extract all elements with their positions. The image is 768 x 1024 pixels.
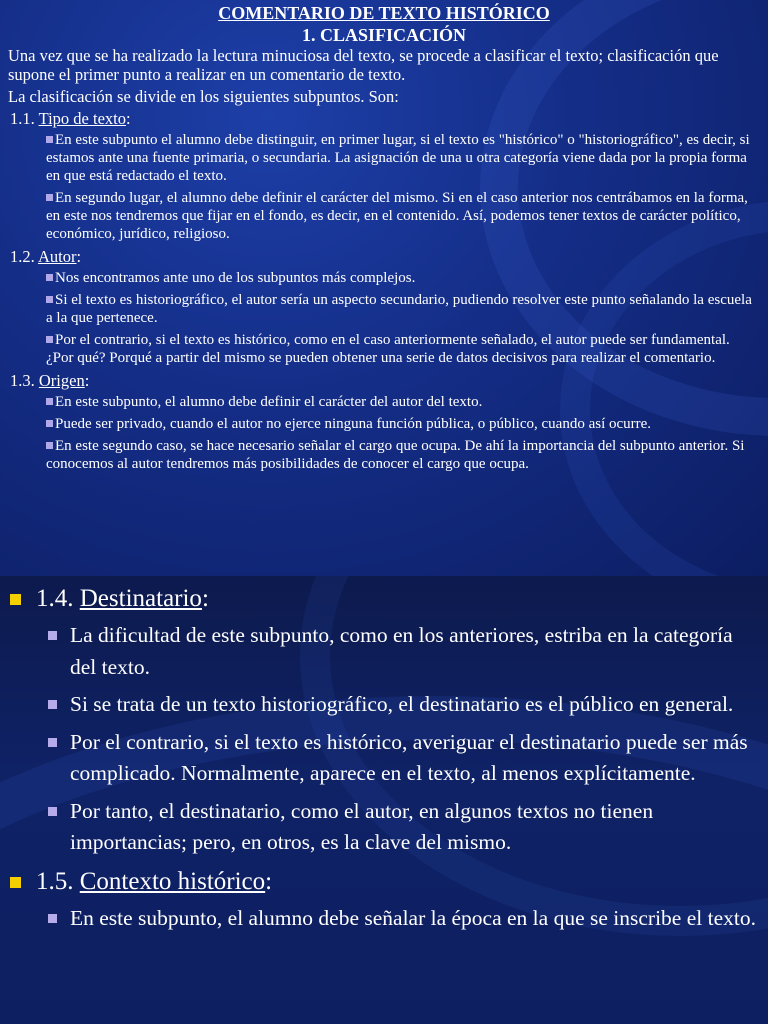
bullet-square-icon bbox=[48, 807, 57, 816]
bullet-square-icon bbox=[46, 136, 53, 143]
bullet-square-icon bbox=[46, 296, 53, 303]
section-origen bbox=[8, 371, 760, 473]
section-heading: 1.4. Destinatario: bbox=[8, 582, 760, 616]
bullet-item: En este segundo caso, se hace necesario señalar el cargo que ocupa. De ahí la importancia del subpunto anterior. Si conocemos al autor tendremos más posibilidades de conocer el cargo que ocupa. bbox=[46, 438, 745, 472]
bullet-square-icon bbox=[46, 398, 53, 405]
bullet-square-icon bbox=[46, 274, 53, 281]
section-number: 1.1. bbox=[10, 109, 35, 128]
section-heading: 1.5. Contexto histórico: bbox=[8, 865, 760, 899]
page-title: COMENTARIO DE TEXTO HISTÓRICO bbox=[218, 3, 550, 23]
bullet-item: Por el contrario, si el texto es histórico, como en el caso anteriormente señalado, el autor puede ser fundamental. ¿Por qué? Porqué a partir del mismo se pueden obtener una serie de datos decisivos para realizar el comentario. bbox=[46, 332, 730, 366]
section-number: 1.4. bbox=[36, 585, 74, 612]
section-number: 1.5. bbox=[36, 867, 74, 895]
intro-paragraph: La clasificación se divide en los siguientes subpuntos. Son: bbox=[8, 87, 399, 106]
bullet-item: En este subpunto el alumno debe distinguir, en primer lugar, si el texto es "histórico" o "historiográfico", es decir, si estamos ante una fuente primaria, o secundaria. La asignación de una u otra categoría viene dada por la propia forma en que está redactado el texto. bbox=[46, 132, 750, 184]
bullet-square-icon bbox=[46, 442, 53, 449]
section-autor bbox=[8, 247, 760, 367]
bullet-item: En este subpunto, el alumno debe definir el carácter del autor del texto. bbox=[46, 393, 760, 411]
bullet-square-icon bbox=[10, 877, 21, 888]
section-heading-label: Destinatario bbox=[79, 585, 202, 612]
bullet-square-icon bbox=[46, 194, 53, 201]
bullet-item: En segundo lugar, el alumno debe definir el carácter del mismo. Si en el caso anterior nos centrábamos en la forma, en este nos tendremos que fijar en el fondo, es decir, en el contenido. Así, podemos tener textos de carácter político, económico, jurídico, religioso. bbox=[46, 190, 748, 242]
section-heading: 1.2. Autor: bbox=[10, 247, 82, 266]
section-destinatario bbox=[8, 582, 760, 859]
section-number: 1.3. bbox=[10, 371, 35, 390]
section-heading: 1.3. Origen: bbox=[10, 371, 90, 390]
section-heading-label: Autor bbox=[37, 247, 77, 266]
bullet-item: Si el texto es historiográfico, el autor sería un aspecto secundario, pudiendo resolver este punto señalando la escuela a la que pertenece. bbox=[46, 292, 752, 326]
section-heading: 1.1. Tipo de texto: bbox=[10, 109, 131, 128]
bullet-square-icon bbox=[46, 420, 53, 427]
bullet-item: Nos encontramos ante uno de los subpuntos más complejos. bbox=[46, 269, 760, 287]
bullet-square-icon bbox=[46, 336, 53, 343]
section-number: 1.2. bbox=[10, 247, 35, 266]
bullet-square-icon bbox=[48, 738, 57, 747]
section-contexto-historico bbox=[8, 865, 760, 935]
section-title: 1. CLASIFICACIÓN bbox=[301, 25, 467, 45]
section-tipo-de-texto bbox=[8, 109, 760, 243]
bullet-square-icon bbox=[48, 700, 57, 709]
bullet-square-icon bbox=[10, 594, 21, 605]
section-heading-label: Origen bbox=[38, 371, 85, 390]
slide-2 bbox=[0, 576, 768, 1024]
bullet-item: Por tanto, el destinatario, como el autor, en algunos textos no tienen importancias; pero, en otros, es la clave del mismo. bbox=[8, 796, 760, 859]
bullet-item: Puede ser privado, cuando el autor no ejerce ninguna función pública, o público, cuando así ocurre. bbox=[46, 415, 760, 433]
slide-2-content bbox=[8, 580, 760, 940]
bullet-item: Si se trata de un texto historiográfico, el destinatario es el público en general. bbox=[8, 689, 760, 721]
section-heading-label: Tipo de texto bbox=[38, 109, 126, 128]
bullet-item: La dificultad de este subpunto, como en los anteriores, estriba en la categoría del texto. bbox=[8, 620, 760, 683]
section-heading-label: Contexto histórico bbox=[79, 867, 266, 895]
bullet-item: En este subpunto, el alumno debe señalar la época en la que se inscribe el texto. bbox=[8, 903, 760, 935]
slide-1-content bbox=[8, 2, 760, 477]
bullet-square-icon bbox=[48, 914, 57, 923]
bullet-item: Por el contrario, si el texto es histórico, averiguar el destinatario puede ser más complicado. Normalmente, aparece en el texto, al menos explícitamente. bbox=[8, 727, 760, 790]
intro-paragraph: Una vez que se ha realizado la lectura minuciosa del texto, se procede a clasificar el texto; clasificación que supone el primer punto a realizar en un comentario de texto. bbox=[8, 46, 719, 84]
bullet-square-icon bbox=[48, 631, 57, 640]
